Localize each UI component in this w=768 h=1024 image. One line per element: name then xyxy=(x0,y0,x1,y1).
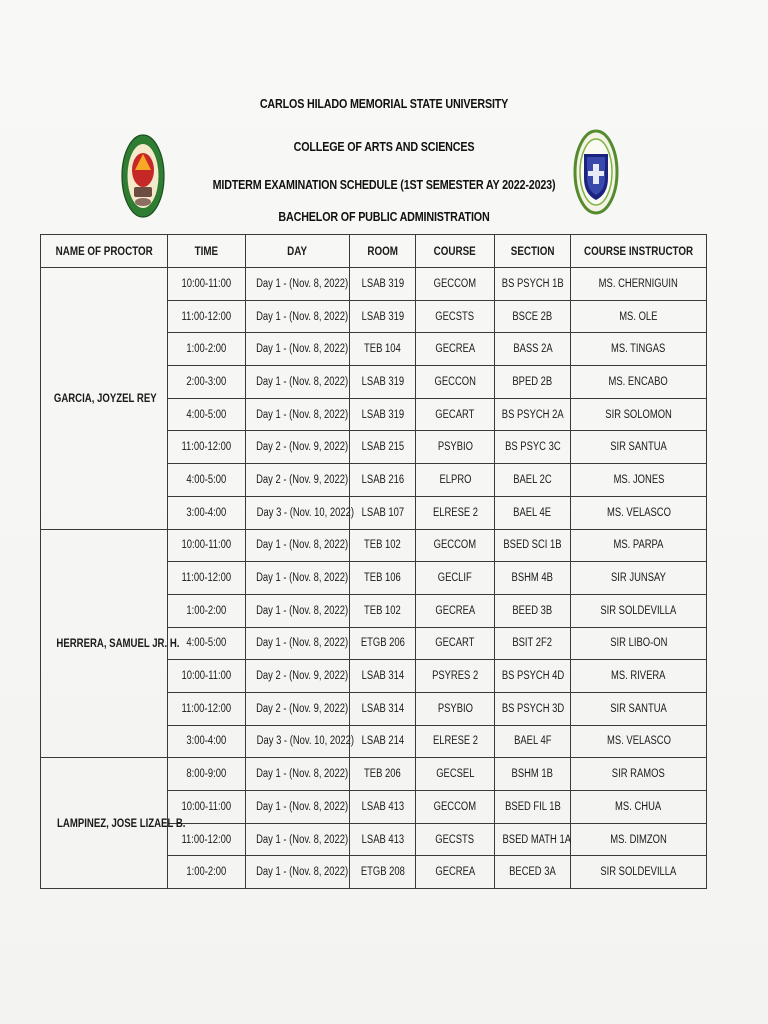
room-cell: LSAB 319 xyxy=(350,300,416,333)
day-cell: Day 2 - (Nov. 9, 2022) xyxy=(246,464,350,497)
section-cell: BECED 3A xyxy=(495,856,571,889)
section-cell: BS PSYC 3C xyxy=(495,431,571,464)
course-cell: GECREA xyxy=(416,856,495,889)
table-row xyxy=(41,758,707,791)
day-cell: Day 2 - (Nov. 9, 2022) xyxy=(246,431,350,464)
proctor-name-cell: LAMPINEZ, JOSE LIZAEL B. xyxy=(41,758,168,889)
instructor-cell: MS. ENCABO xyxy=(571,366,707,399)
section-cell: BSHM 4B xyxy=(495,562,571,595)
table-row xyxy=(41,529,707,562)
room-cell: LSAB 215 xyxy=(350,431,416,464)
section-cell: BPED 2B xyxy=(495,366,571,399)
section-cell: BS PSYCH 1B xyxy=(495,268,571,301)
time-cell: 2:00-3:00 xyxy=(168,366,246,399)
exam-schedule-table xyxy=(40,234,707,889)
section-cell: BS PSYCH 4D xyxy=(495,660,571,693)
instructor-cell: MS. VELASCO xyxy=(571,496,707,529)
section-cell: BAEL 4F xyxy=(495,725,571,758)
section-cell: BASS 2A xyxy=(495,333,571,366)
column-header: TIME xyxy=(168,235,246,268)
course-cell: ELPRO xyxy=(416,464,495,497)
instructor-cell: SIR SOLDEVILLA xyxy=(571,594,707,627)
section-cell: BSED FIL 1B xyxy=(495,791,571,824)
time-cell: 1:00-2:00 xyxy=(168,594,246,627)
day-cell: Day 1 - (Nov. 8, 2022) xyxy=(246,758,350,791)
room-cell: ETGB 208 xyxy=(350,856,416,889)
instructor-cell: MS. TINGAS xyxy=(571,333,707,366)
time-cell: 11:00-12:00 xyxy=(168,431,246,464)
time-cell: 3:00-4:00 xyxy=(168,725,246,758)
time-cell: 3:00-4:00 xyxy=(168,496,246,529)
section-cell: BAEL 2C xyxy=(495,464,571,497)
course-cell: GECART xyxy=(416,398,495,431)
room-cell: TEB 102 xyxy=(350,594,416,627)
course-cell: GECREA xyxy=(416,333,495,366)
room-cell: LSAB 214 xyxy=(350,725,416,758)
column-header: DAY xyxy=(246,235,350,268)
instructor-cell: SIR RAMOS xyxy=(571,758,707,791)
instructor-cell: MS. CHERNIGUIN xyxy=(571,268,707,301)
room-cell: LSAB 319 xyxy=(350,398,416,431)
course-cell: GECSEL xyxy=(416,758,495,791)
day-cell: Day 1 - (Nov. 8, 2022) xyxy=(246,627,350,660)
day-cell: Day 1 - (Nov. 8, 2022) xyxy=(246,823,350,856)
section-cell: BAEL 4E xyxy=(495,496,571,529)
day-cell: Day 1 - (Nov. 8, 2022) xyxy=(246,366,350,399)
instructor-cell: MS. DIMZON xyxy=(571,823,707,856)
column-header: COURSE INSTRUCTOR xyxy=(571,235,707,268)
instructor-cell: SIR SOLDEVILLA xyxy=(571,856,707,889)
column-header: NAME OF PROCTOR xyxy=(41,235,168,268)
instructor-cell: MS. CHUA xyxy=(571,791,707,824)
university-seal-icon xyxy=(121,132,165,220)
section-cell: BS PSYCH 3D xyxy=(495,692,571,725)
section-cell: BS PSYCH 2A xyxy=(495,398,571,431)
column-header: COURSE xyxy=(416,235,495,268)
day-cell: Day 1 - (Nov. 8, 2022) xyxy=(246,529,350,562)
college-shield-seal-icon xyxy=(574,128,618,216)
column-header: ROOM xyxy=(350,235,416,268)
room-cell: LSAB 216 xyxy=(350,464,416,497)
room-cell: LSAB 314 xyxy=(350,692,416,725)
time-cell: 4:00-5:00 xyxy=(168,464,246,497)
instructor-cell: MS. RIVERA xyxy=(571,660,707,693)
day-cell: Day 1 - (Nov. 8, 2022) xyxy=(246,333,350,366)
time-cell: 8:00-9:00 xyxy=(168,758,246,791)
room-cell: LSAB 314 xyxy=(350,660,416,693)
course-cell: GECSTS xyxy=(416,300,495,333)
instructor-cell: SIR SOLOMON xyxy=(571,398,707,431)
time-cell: 1:00-2:00 xyxy=(168,333,246,366)
time-cell: 4:00-5:00 xyxy=(168,398,246,431)
instructor-cell: MS. JONES xyxy=(571,464,707,497)
day-cell: Day 2 - (Nov. 9, 2022) xyxy=(246,660,350,693)
course-cell: GECCON xyxy=(416,366,495,399)
room-cell: LSAB 107 xyxy=(350,496,416,529)
course-cell: GECSTS xyxy=(416,823,495,856)
column-header: SECTION xyxy=(495,235,571,268)
time-cell: 10:00-11:00 xyxy=(168,268,246,301)
room-cell: LSAB 319 xyxy=(350,268,416,301)
time-cell: 11:00-12:00 xyxy=(168,562,246,595)
time-cell: 10:00-11:00 xyxy=(168,660,246,693)
room-cell: TEB 104 xyxy=(350,333,416,366)
day-cell: Day 1 - (Nov. 8, 2022) xyxy=(246,398,350,431)
instructor-cell: MS. VELASCO xyxy=(571,725,707,758)
instructor-cell: SIR LIBO-ON xyxy=(571,627,707,660)
table-row xyxy=(41,268,707,301)
section-cell: BSHM 1B xyxy=(495,758,571,791)
day-cell: Day 1 - (Nov. 8, 2022) xyxy=(246,268,350,301)
time-cell: 4:00-5:00 xyxy=(168,627,246,660)
section-cell: BSED MATH 1A xyxy=(495,823,571,856)
day-cell: Day 1 - (Nov. 8, 2022) xyxy=(246,856,350,889)
room-cell: LSAB 413 xyxy=(350,791,416,824)
room-cell: TEB 102 xyxy=(350,529,416,562)
university-name: CARLOS HILADO MEMORIAL STATE UNIVERSITY xyxy=(259,97,509,111)
instructor-cell: MS. PARPA xyxy=(571,529,707,562)
time-cell: 11:00-12:00 xyxy=(168,692,246,725)
course-cell: GECREA xyxy=(416,594,495,627)
day-cell: Day 3 - (Nov. 10, 2022) xyxy=(246,725,350,758)
day-cell: Day 1 - (Nov. 8, 2022) xyxy=(246,594,350,627)
time-cell: 11:00-12:00 xyxy=(168,300,246,333)
room-cell: ETGB 206 xyxy=(350,627,416,660)
course-cell: PSYRES 2 xyxy=(416,660,495,693)
section-cell: BSCE 2B xyxy=(495,300,571,333)
course-cell: GECLIF xyxy=(416,562,495,595)
instructor-cell: SIR SANTUA xyxy=(571,431,707,464)
course-cell: GECART xyxy=(416,627,495,660)
day-cell: Day 3 - (Nov. 10, 2022) xyxy=(246,496,350,529)
time-cell: 11:00-12:00 xyxy=(168,823,246,856)
room-cell: TEB 206 xyxy=(350,758,416,791)
course-cell: GECCOM xyxy=(416,791,495,824)
time-cell: 1:00-2:00 xyxy=(168,856,246,889)
section-cell: BSED SCI 1B xyxy=(495,529,571,562)
course-cell: ELRESE 2 xyxy=(416,725,495,758)
college-name: COLLEGE OF ARTS AND SCIENCES xyxy=(293,140,475,154)
instructor-cell: MS. OLE xyxy=(571,300,707,333)
time-cell: 10:00-11:00 xyxy=(168,529,246,562)
course-cell: PSYBIO xyxy=(416,431,495,464)
section-cell: BEED 3B xyxy=(495,594,571,627)
room-cell: LSAB 319 xyxy=(350,366,416,399)
proctor-name-cell: GARCIA, JOYZEL REY xyxy=(41,268,168,530)
instructor-cell: SIR JUNSAY xyxy=(571,562,707,595)
table-body xyxy=(41,268,707,889)
course-cell: PSYBIO xyxy=(416,692,495,725)
section-cell: BSIT 2F2 xyxy=(495,627,571,660)
day-cell: Day 1 - (Nov. 8, 2022) xyxy=(246,300,350,333)
proctor-name-cell: HERRERA, SAMUEL JR. H. xyxy=(41,529,168,758)
room-cell: TEB 106 xyxy=(350,562,416,595)
room-cell: LSAB 413 xyxy=(350,823,416,856)
day-cell: Day 2 - (Nov. 9, 2022) xyxy=(246,692,350,725)
table-header-row xyxy=(41,235,707,268)
instructor-cell: SIR SANTUA xyxy=(571,692,707,725)
day-cell: Day 1 - (Nov. 8, 2022) xyxy=(246,791,350,824)
day-cell: Day 1 - (Nov. 8, 2022) xyxy=(246,562,350,595)
course-cell: GECCOM xyxy=(416,268,495,301)
time-cell: 10:00-11:00 xyxy=(168,791,246,824)
course-cell: ELRESE 2 xyxy=(416,496,495,529)
course-cell: GECCOM xyxy=(416,529,495,562)
program-name: BACHELOR OF PUBLIC ADMINISTRATION xyxy=(278,210,490,224)
schedule-title: MIDTERM EXAMINATION SCHEDULE (1ST SEMESTER AY 2022-2023) xyxy=(212,178,556,192)
